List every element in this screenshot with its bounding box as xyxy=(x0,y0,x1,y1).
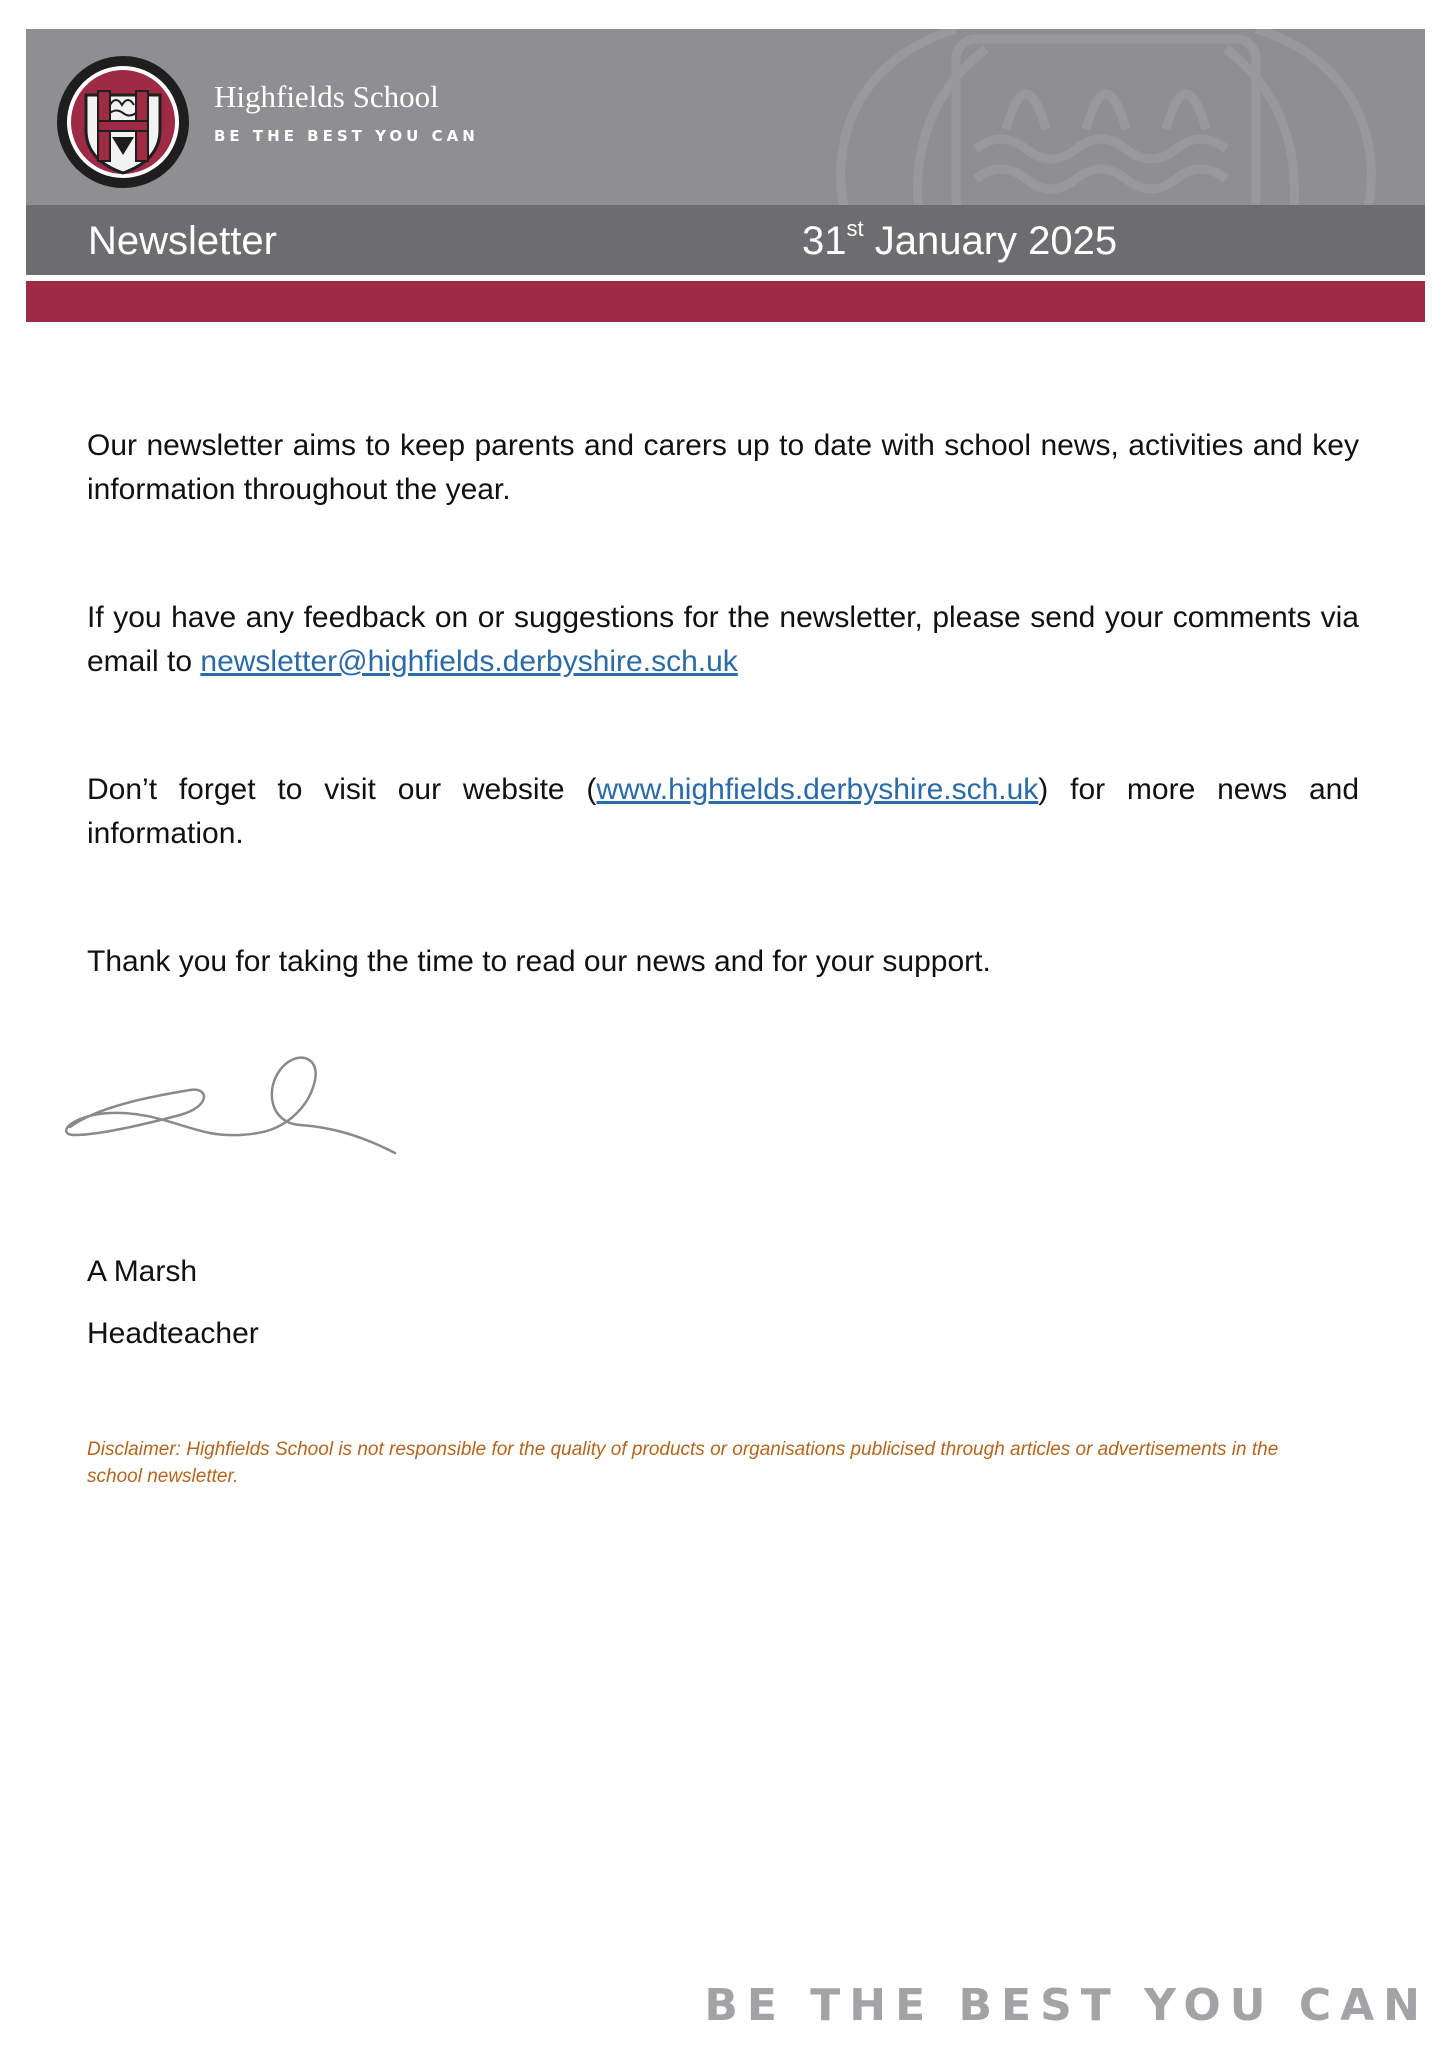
title-band xyxy=(26,205,1425,275)
school-motto: BE THE BEST YOU CAN xyxy=(214,127,479,145)
website-paragraph xyxy=(87,768,1359,856)
intro-paragraph: Our newsletter aims to keep parents and carers up to date with school news, activities and key information throughout the year. xyxy=(87,429,1359,506)
feedback-email-link[interactable]: newsletter@highfields.derbyshire.sch.uk xyxy=(200,645,738,678)
website-link[interactable]: www.highfields.derbyshire.sch.uk xyxy=(596,773,1039,806)
feedback-text: If you have any feedback on or suggestions for the newsletter, please send your comments via email to xyxy=(87,601,1359,678)
website-text-before: Don’t forget to visit our website ( xyxy=(87,773,597,806)
school-crest-logo xyxy=(56,55,190,189)
date-suffix: st xyxy=(846,216,864,241)
newsletter-title: Newsletter xyxy=(88,219,277,263)
footer-motto: BE THE BEST YOU CAN xyxy=(704,1980,1429,2031)
feedback-paragraph xyxy=(87,596,1359,684)
signer-role: Headteacher xyxy=(87,1317,259,1350)
date-day: 31 xyxy=(802,219,847,263)
thanks-paragraph: Thank you for taking the time to read our news and for your support. xyxy=(87,945,991,978)
school-name: Highfields School xyxy=(214,79,439,114)
headteacher-signature xyxy=(60,1035,410,1185)
signer-name: A Marsh xyxy=(87,1255,198,1288)
newsletter-date xyxy=(802,216,1118,264)
website-text-after: ) for more news and information. xyxy=(87,773,1360,850)
brand-red-bar xyxy=(26,281,1425,322)
date-month-year: January 2025 xyxy=(863,219,1118,263)
disclaimer-text: Disclaimer: Highfields School is not responsible for the quality of products or organisations publicised through articles or advertisements in the school newsletter. xyxy=(87,1439,1279,1487)
